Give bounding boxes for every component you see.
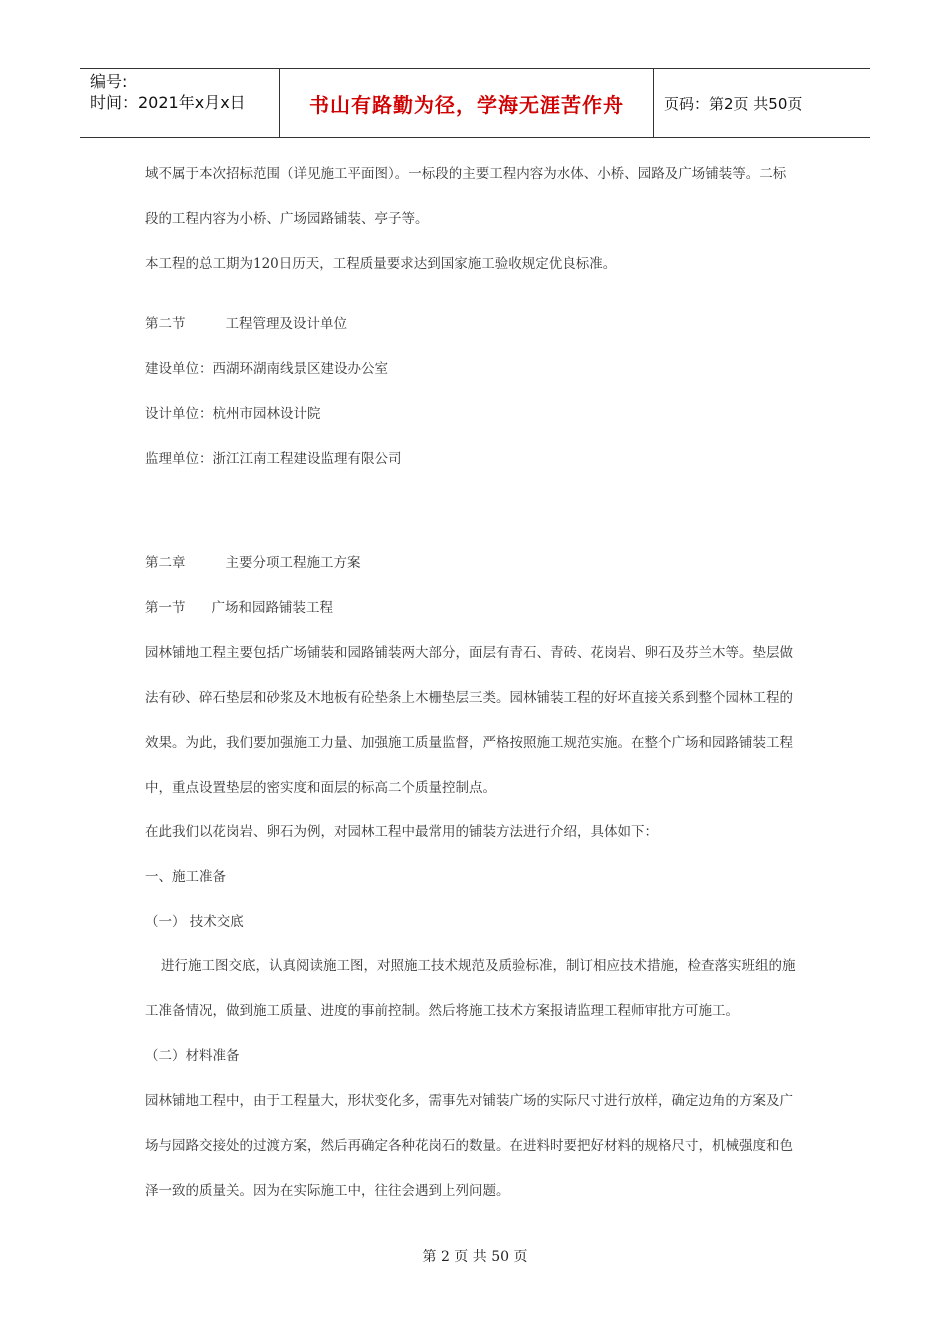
paragraph-line: 段的工程内容为小桥、广场园路铺装、亭子等。 [145,211,429,227]
chapter-title: 主要分项工程施工方案 [225,555,361,571]
subheading: （一） 技术交底 [145,914,244,930]
page-header [80,68,870,138]
section-number: 第二节 [145,316,186,332]
header-meta [80,69,280,137]
subheading: （二）材料准备 [145,1048,240,1064]
supervise-unit-line: 监理单位：浙江江南工程建设监理有限公司 [145,451,402,467]
section-number: 第一节 [145,600,186,616]
header-motto: 书山有路勤为径，学海无涯苦作舟 [280,69,654,137]
build-unit-line: 建设单位：西湖环湖南线景区建设办公室 [145,361,388,377]
section-title: 工程管理及设计单位 [225,316,347,332]
paragraph-line: 中，重点设置垫层的密实度和面层的标高二个质量控制点。 [145,780,496,796]
document-date-label: 时间：2021年x月x日 [90,93,246,112]
subheading: 一、施工准备 [145,869,226,885]
paragraph-line: 在此我们以花岗岩、卵石为例，对园林工程中最常用的铺装方法进行介绍，具体如下： [145,824,658,840]
paragraph-line: 园林铺地工程主要包括广场铺装和园路铺装两大部分，面层有青石、青砖、花岗岩、卵石及芬兰木等。垫层做 [145,645,793,661]
paragraph-line: 效果。为此，我们要加强施工力量、加强施工质量监督，严格按照施工规范实施。在整个广场和园路铺装工程 [145,735,793,751]
section-heading [145,596,805,616]
chapter-number: 第二章 [145,555,186,571]
section-title: 广场和园路铺装工程 [211,600,333,616]
paragraph-line: 法有砂、碎石垫层和砂浆及木地板有砼垫条上木栅垫层三类。园林铺装工程的好坏直接关系到整个园林工程的 [145,690,793,706]
paragraph-line: 进行施工图交底，认真阅读施工图，对照施工技术规范及质验标准，制订相应技术措施，检查落实班组的施 [161,958,796,974]
chapter-heading [145,551,805,571]
design-unit-line: 设计单位：杭州市园林设计院 [145,406,321,422]
paragraph-line: 域不属于本次招标范围（详见施工平面图）。一标段的主要工程内容为水体、小桥、园路及广场铺装等。二标 [145,166,787,182]
page-footer: 第 2 页 共 50 页 [422,1249,528,1265]
header-page-label: 页码：第2页 共50页 [664,94,803,113]
section-heading [145,312,805,332]
paragraph-line: 场与园路交接处的过渡方案，然后再确定各种花岗石的数量。在进料时要把好材料的规格尺寸，机械强度和色 [145,1138,793,1154]
paragraph-line: 工准备情况，做到施工质量、进度的事前控制。然后将施工技术方案报请监理工程师审批方可施工。 [145,1003,739,1019]
paragraph-line: 本工程的总工期为120日历天，工程质量要求达到国家施工验收规定优良标准。 [145,256,617,272]
paragraph-line: 泽一致的质量关。因为在实际施工中，往往会遇到上列问题。 [145,1183,510,1199]
paragraph-line: 园林铺地工程中，由于工程量大，形状变化多，需事先对铺装广场的实际尺寸进行放样，确定边角的方案及广 [145,1093,793,1109]
document-number-label: 编号: [90,72,128,91]
